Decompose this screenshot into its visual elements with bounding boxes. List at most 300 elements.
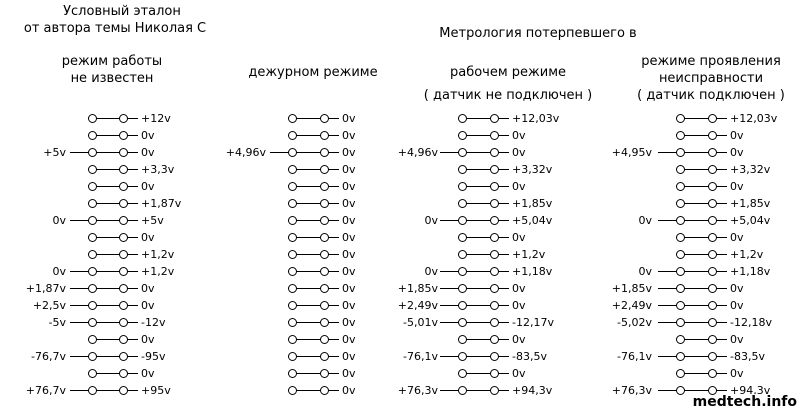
pin-voltage-right: 0v <box>730 333 744 346</box>
pin-connector <box>288 369 329 379</box>
pin-voltage-right: +3,32v <box>730 163 771 176</box>
pin-lead-left <box>70 390 88 391</box>
pin-lead-left <box>658 322 676 323</box>
pin-connector <box>88 250 128 260</box>
pin-voltage-right: 0v <box>512 231 526 244</box>
pin-terminal-right <box>119 216 128 225</box>
pin-terminal-left <box>676 216 685 225</box>
pin-voltage-right: +94,3v <box>730 384 771 397</box>
pin-terminal-right <box>320 369 329 378</box>
pin-lead-right <box>329 373 339 374</box>
pin-connector <box>88 216 128 226</box>
pin-voltage-right: -12,17v <box>512 316 554 329</box>
pin-lead-right <box>499 271 509 272</box>
pin-terminal-left <box>88 318 97 327</box>
pin-terminal-right <box>708 352 717 361</box>
pin-lead-right <box>128 339 138 340</box>
pin-voltage-right: +1,2v <box>141 265 175 278</box>
pin-voltage-right: +1,2v <box>512 248 546 261</box>
pin-terminal-right <box>320 233 329 242</box>
watermark-logo: medtech.info <box>692 394 797 410</box>
pin-voltage-right: 0v <box>512 367 526 380</box>
pin-lead-right <box>499 237 509 238</box>
pin-lead-right <box>128 118 138 119</box>
pin-voltage-left: -5v <box>48 316 66 329</box>
pin-voltage-right: 0v <box>342 299 356 312</box>
pin-terminal-left <box>458 199 467 208</box>
pin-terminal-left <box>676 386 685 395</box>
column-header-3-line-1: рабочем режиме <box>449 65 567 80</box>
pin-connector <box>288 114 329 124</box>
pin-terminal-left <box>676 114 685 123</box>
pin-terminal-left <box>458 352 467 361</box>
pin-terminal-left <box>458 301 467 310</box>
pin-voltage-right: 0v <box>141 146 155 159</box>
pin-terminal-left <box>458 216 467 225</box>
pin-voltage-right: +95v <box>141 384 171 397</box>
pin-voltage-left: +4,95v <box>611 146 652 159</box>
pin-connector <box>458 386 499 396</box>
pin-terminal-right <box>119 250 128 259</box>
pin-terminal-left <box>288 165 297 174</box>
pin-terminal-left <box>288 114 297 123</box>
pin-voltage-right: +1,18v <box>730 265 771 278</box>
pin-voltage-right: -12,18v <box>730 316 772 329</box>
pin-terminal-left <box>88 131 97 140</box>
pin-lead-right <box>329 254 339 255</box>
pin-lead-left <box>658 271 676 272</box>
pin-lead-left <box>440 152 458 153</box>
pin-connector <box>676 199 717 209</box>
pin-connector <box>88 148 128 158</box>
pin-voltage-left: 0v <box>638 214 652 227</box>
pin-terminal-right <box>320 267 329 276</box>
pin-connector <box>676 250 717 260</box>
pin-voltage-left: -76,7v <box>31 350 66 363</box>
pin-lead-left <box>440 322 458 323</box>
pin-terminal-left <box>676 165 685 174</box>
pin-voltage-left: +2,5v <box>32 299 66 312</box>
pin-terminal-left <box>88 335 97 344</box>
pin-voltage-right: 0v <box>342 112 356 125</box>
pin-lead-right <box>329 390 339 391</box>
pin-voltage-right: -95v <box>141 350 166 363</box>
pin-terminal-right <box>119 199 128 208</box>
pin-terminal-right <box>119 301 128 310</box>
pin-voltage-right: +1,18v <box>512 265 553 278</box>
pin-voltage-left: -76,1v <box>403 350 438 363</box>
pin-connector <box>676 114 717 124</box>
pin-lead-right <box>717 135 727 136</box>
pin-terminal-right <box>708 369 717 378</box>
pin-terminal-right <box>708 148 717 157</box>
pin-voltage-left: +1,87v <box>25 282 66 295</box>
pin-voltage-left: 0v <box>638 265 652 278</box>
pin-connector <box>458 352 499 362</box>
pin-connector <box>458 335 499 345</box>
pin-lead-right <box>499 373 509 374</box>
pin-voltage-right: 0v <box>141 333 155 346</box>
pin-terminal-left <box>458 131 467 140</box>
pin-voltage-left: -5,01v <box>403 316 438 329</box>
pin-terminal-right <box>708 114 717 123</box>
pin-connector <box>288 165 329 175</box>
pin-lead-right <box>128 356 138 357</box>
pin-lead-left <box>658 220 676 221</box>
pin-connector <box>88 352 128 362</box>
pin-lead-right <box>499 390 509 391</box>
pin-terminal-left <box>288 318 297 327</box>
pin-lead-left <box>70 356 88 357</box>
pin-voltage-right: +5,04v <box>730 214 771 227</box>
pin-terminal-left <box>288 386 297 395</box>
pin-connector <box>676 301 717 311</box>
pin-connector <box>88 131 128 141</box>
pin-lead-left <box>70 271 88 272</box>
pin-lead-right <box>499 118 509 119</box>
pin-lead-right <box>329 339 339 340</box>
pin-terminal-left <box>88 386 97 395</box>
pin-terminal-right <box>490 284 499 293</box>
victim-title: Метрология потерпевшего в <box>439 26 637 41</box>
pin-connector <box>288 250 329 260</box>
pin-connector <box>458 233 499 243</box>
pin-lead-right <box>717 220 727 221</box>
pin-lead-right <box>128 186 138 187</box>
pin-connector <box>458 148 499 158</box>
pin-voltage-left: +2,49v <box>397 299 438 312</box>
pin-lead-right <box>329 220 339 221</box>
pin-voltage-right: 0v <box>730 231 744 244</box>
pin-terminal-right <box>708 165 717 174</box>
pin-lead-right <box>499 288 509 289</box>
pin-connector <box>458 250 499 260</box>
column-subtitle-3: ( датчик не подключен ) <box>423 88 593 103</box>
pin-voltage-right: 0v <box>342 333 356 346</box>
pin-voltage-right: 0v <box>141 129 155 142</box>
pin-lead-right <box>717 271 727 272</box>
pin-lead-right <box>717 339 727 340</box>
pin-terminal-left <box>288 250 297 259</box>
pin-voltage-right: 0v <box>512 129 526 142</box>
pin-connector <box>458 369 499 379</box>
pin-terminal-right <box>490 199 499 208</box>
pin-terminal-right <box>490 386 499 395</box>
pin-lead-right <box>128 288 138 289</box>
pin-lead-right <box>128 203 138 204</box>
pin-terminal-right <box>490 352 499 361</box>
pin-voltage-left: 0v <box>52 214 66 227</box>
pin-terminal-right <box>708 284 717 293</box>
pin-lead-left <box>70 220 88 221</box>
pin-connector <box>88 318 128 328</box>
pin-voltage-right: 0v <box>141 231 155 244</box>
pin-voltage-right: 0v <box>342 282 356 295</box>
pin-lead-right <box>499 152 509 153</box>
pin-lead-right <box>329 118 339 119</box>
pin-terminal-right <box>320 148 329 157</box>
pin-terminal-left <box>288 352 297 361</box>
pin-voltage-right: 0v <box>342 231 356 244</box>
pin-lead-right <box>128 169 138 170</box>
pin-connector <box>458 216 499 226</box>
pin-voltage-right: +94,3v <box>512 384 553 397</box>
pin-voltage-right: -83,5v <box>730 350 765 363</box>
pin-terminal-right <box>119 233 128 242</box>
pin-lead-right <box>128 220 138 221</box>
pin-lead-left <box>70 152 88 153</box>
pin-terminal-left <box>288 148 297 157</box>
pin-terminal-left <box>88 182 97 191</box>
pin-terminal-left <box>458 148 467 157</box>
pin-terminal-right <box>490 318 499 327</box>
pin-voltage-right: 0v <box>730 367 744 380</box>
pin-connector <box>88 284 128 294</box>
pin-voltage-left: -76,1v <box>617 350 652 363</box>
pin-terminal-right <box>490 131 499 140</box>
pin-connector <box>676 284 717 294</box>
pin-voltage-left: +2,49v <box>611 299 652 312</box>
pin-lead-left <box>440 390 458 391</box>
pin-terminal-right <box>119 267 128 276</box>
pin-lead-right <box>329 288 339 289</box>
pin-terminal-right <box>119 352 128 361</box>
pin-voltage-right: +12v <box>141 112 171 125</box>
pin-lead-right <box>128 152 138 153</box>
pin-terminal-right <box>320 131 329 140</box>
pin-voltage-left: +4,96v <box>225 146 266 159</box>
pin-connector <box>676 369 717 379</box>
pin-lead-right <box>717 356 727 357</box>
pin-terminal-left <box>676 148 685 157</box>
pin-terminal-right <box>320 216 329 225</box>
pin-terminal-right <box>490 148 499 157</box>
pin-connector <box>458 301 499 311</box>
pin-lead-right <box>717 203 727 204</box>
pin-terminal-left <box>458 369 467 378</box>
pin-voltage-right: 0v <box>342 129 356 142</box>
pin-connector <box>88 301 128 311</box>
pin-voltage-right: 0v <box>141 282 155 295</box>
pin-lead-right <box>329 356 339 357</box>
pin-voltage-right: 0v <box>512 299 526 312</box>
pin-terminal-left <box>288 335 297 344</box>
pin-terminal-right <box>119 165 128 174</box>
pin-lead-right <box>128 305 138 306</box>
pin-lead-right <box>329 237 339 238</box>
pin-connector <box>676 148 717 158</box>
pin-terminal-right <box>119 386 128 395</box>
pin-connector <box>288 335 329 345</box>
pin-terminal-right <box>119 148 128 157</box>
pin-lead-left <box>658 356 676 357</box>
column-header-2-line-1: дежурном режиме <box>248 65 378 80</box>
column-header-4-line-2: неисправности <box>658 71 764 86</box>
pin-connector <box>288 267 329 277</box>
pin-connector <box>88 182 128 192</box>
pin-terminal-right <box>490 267 499 276</box>
pin-terminal-right <box>320 199 329 208</box>
pin-terminal-right <box>119 182 128 191</box>
pin-lead-right <box>329 305 339 306</box>
pin-voltage-left: -5,02v <box>617 316 652 329</box>
pin-lead-left <box>440 356 458 357</box>
pin-lead-right <box>499 356 509 357</box>
pin-lead-right <box>717 322 727 323</box>
pin-terminal-right <box>320 352 329 361</box>
pin-terminal-right <box>490 301 499 310</box>
pin-terminal-left <box>458 386 467 395</box>
pin-lead-right <box>128 135 138 136</box>
pin-lead-right <box>499 135 509 136</box>
pin-connector <box>676 216 717 226</box>
pin-terminal-right <box>320 182 329 191</box>
pin-terminal-left <box>88 352 97 361</box>
pin-terminal-right <box>320 386 329 395</box>
pin-terminal-right <box>708 335 717 344</box>
pin-terminal-left <box>288 182 297 191</box>
pin-lead-left <box>270 152 288 153</box>
pin-terminal-left <box>88 369 97 378</box>
pin-terminal-left <box>88 114 97 123</box>
pin-terminal-left <box>88 216 97 225</box>
pin-lead-right <box>329 135 339 136</box>
pin-connector <box>458 284 499 294</box>
pin-terminal-right <box>708 216 717 225</box>
pin-lead-left <box>658 305 676 306</box>
pin-terminal-right <box>490 182 499 191</box>
pin-terminal-left <box>458 182 467 191</box>
pin-connector <box>88 114 128 124</box>
pin-connector <box>288 182 329 192</box>
pin-voltage-right: -12v <box>141 316 166 329</box>
pin-terminal-left <box>288 233 297 242</box>
pin-voltage-left: 0v <box>424 214 438 227</box>
pin-lead-left <box>658 152 676 153</box>
pin-lead-left <box>658 288 676 289</box>
pin-terminal-left <box>88 284 97 293</box>
pin-lead-left <box>70 322 88 323</box>
pin-terminal-left <box>458 114 467 123</box>
pin-voltage-right: 0v <box>512 333 526 346</box>
pin-voltage-right: 0v <box>512 180 526 193</box>
pin-connector <box>88 233 128 243</box>
pin-lead-right <box>499 254 509 255</box>
pin-terminal-right <box>708 250 717 259</box>
pin-voltage-right: +1,87v <box>141 197 182 210</box>
pin-terminal-right <box>490 233 499 242</box>
pin-voltage-right: +1,85v <box>512 197 553 210</box>
pin-voltage-right: 0v <box>730 282 744 295</box>
pin-lead-right <box>128 254 138 255</box>
pin-terminal-right <box>119 335 128 344</box>
pin-terminal-left <box>676 318 685 327</box>
pin-voltage-right: 0v <box>141 367 155 380</box>
pin-voltage-right: 0v <box>141 299 155 312</box>
pin-lead-right <box>717 254 727 255</box>
pin-voltage-right: +1,85v <box>730 197 771 210</box>
pin-voltage-right: +1,2v <box>141 248 175 261</box>
pin-voltage-left: +1,85v <box>397 282 438 295</box>
pin-voltage-right: 0v <box>342 146 356 159</box>
pin-terminal-left <box>288 131 297 140</box>
pin-terminal-right <box>708 233 717 242</box>
pin-terminal-right <box>320 165 329 174</box>
pin-connector <box>88 165 128 175</box>
pin-lead-right <box>128 322 138 323</box>
pin-lead-right <box>717 169 727 170</box>
pin-terminal-left <box>88 233 97 242</box>
pin-lead-right <box>717 373 727 374</box>
pin-voltage-right: 0v <box>730 299 744 312</box>
pin-terminal-right <box>320 318 329 327</box>
pin-voltage-left: 0v <box>424 265 438 278</box>
pin-connector <box>288 352 329 362</box>
pin-terminal-right <box>119 284 128 293</box>
pin-connector <box>676 335 717 345</box>
pin-connector <box>458 318 499 328</box>
pin-terminal-left <box>88 165 97 174</box>
pin-voltage-left: +76,3v <box>397 384 438 397</box>
pin-terminal-left <box>88 199 97 208</box>
pin-lead-right <box>499 186 509 187</box>
pin-terminal-right <box>708 199 717 208</box>
pin-voltage-right: 0v <box>342 163 356 176</box>
pin-voltage-left: +76,7v <box>25 384 66 397</box>
pin-terminal-right <box>490 250 499 259</box>
pin-voltage-right: 0v <box>342 248 356 261</box>
pin-voltage-right: 0v <box>342 180 356 193</box>
pin-voltage-right: 0v <box>730 129 744 142</box>
pin-connector <box>288 318 329 328</box>
pin-lead-right <box>128 271 138 272</box>
pin-connector <box>676 182 717 192</box>
pin-terminal-left <box>676 267 685 276</box>
pin-terminal-right <box>320 284 329 293</box>
reference-title-line2: от автора темы Николая С <box>23 21 207 36</box>
column-header-4-line-1: режиме проявления <box>641 54 781 69</box>
pin-connector <box>676 131 717 141</box>
pin-voltage-right: 0v <box>342 214 356 227</box>
column-subtitle-4: ( датчик подключен ) <box>637 88 785 103</box>
pin-voltage-right: 0v <box>730 146 744 159</box>
pin-terminal-left <box>288 284 297 293</box>
pin-voltage-right: +3,3v <box>141 163 175 176</box>
pin-terminal-right <box>119 131 128 140</box>
pin-terminal-right <box>119 114 128 123</box>
pin-voltage-right: 0v <box>342 316 356 329</box>
pin-terminal-right <box>708 267 717 276</box>
pin-terminal-left <box>458 318 467 327</box>
column-header-1-line-2: не известен <box>70 71 154 86</box>
pin-lead-left <box>70 305 88 306</box>
pin-terminal-right <box>708 182 717 191</box>
pin-voltage-right: +5,04v <box>512 214 553 227</box>
pin-terminal-left <box>88 250 97 259</box>
pin-lead-right <box>499 305 509 306</box>
pin-terminal-left <box>676 182 685 191</box>
pin-voltage-right: 0v <box>342 265 356 278</box>
pin-lead-right <box>329 203 339 204</box>
pin-lead-right <box>128 237 138 238</box>
pin-terminal-right <box>490 335 499 344</box>
pin-terminal-left <box>288 369 297 378</box>
pin-voltage-right: 0v <box>512 146 526 159</box>
pin-voltage-right: 0v <box>342 197 356 210</box>
pin-terminal-left <box>88 301 97 310</box>
pin-voltage-left: +76,3v <box>611 384 652 397</box>
pin-voltage-right: 0v <box>342 350 356 363</box>
